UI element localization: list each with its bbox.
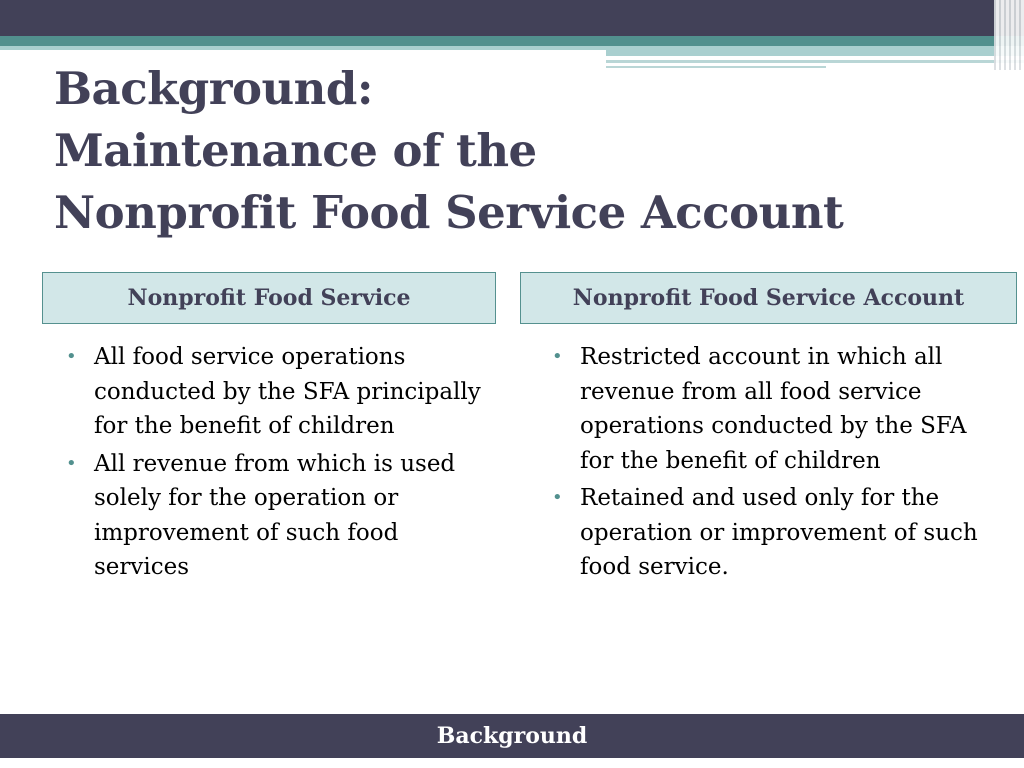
bullet-text: All revenue from which is used solely for the operation or improvement of such food services bbox=[94, 450, 456, 580]
left-column-header: Nonprofit Food Service bbox=[42, 272, 496, 324]
bullet-icon: • bbox=[552, 487, 563, 508]
right-bullet-list bbox=[552, 340, 992, 588]
list-item bbox=[66, 447, 496, 585]
title-line-2: Maintenance of the bbox=[54, 124, 537, 177]
list-item bbox=[66, 340, 496, 444]
accent-stripe-light bbox=[0, 46, 606, 50]
title-line-3: Nonprofit Food Service Account bbox=[54, 186, 844, 239]
left-bullet-list bbox=[66, 340, 496, 588]
top-banner bbox=[0, 0, 1024, 36]
right-column-header: Nonprofit Food Service Account bbox=[520, 272, 1017, 324]
bullet-icon: • bbox=[66, 346, 77, 367]
decorative-edge-stripes bbox=[994, 0, 1024, 70]
slide-title bbox=[54, 58, 984, 244]
bullet-text: Restricted account in which all revenue from all food service operations conducted by the SFA for the benefit of children bbox=[580, 344, 967, 474]
accent-stripe bbox=[0, 36, 1024, 46]
title-line-1: Background: bbox=[54, 62, 373, 115]
bullet-text: Retained and used only for the operation or improvement of such food service. bbox=[580, 485, 978, 580]
list-item bbox=[552, 481, 992, 585]
list-item bbox=[552, 340, 992, 478]
bullet-icon: • bbox=[66, 452, 77, 474]
footer-label: Background bbox=[436, 723, 588, 749]
footer-bar bbox=[0, 714, 1024, 758]
accent-stripe-light-right bbox=[606, 46, 1024, 56]
bullet-text: All food service operations conducted by the SFA principally for the benefit of children bbox=[94, 344, 481, 439]
bullet-icon: • bbox=[552, 346, 563, 367]
